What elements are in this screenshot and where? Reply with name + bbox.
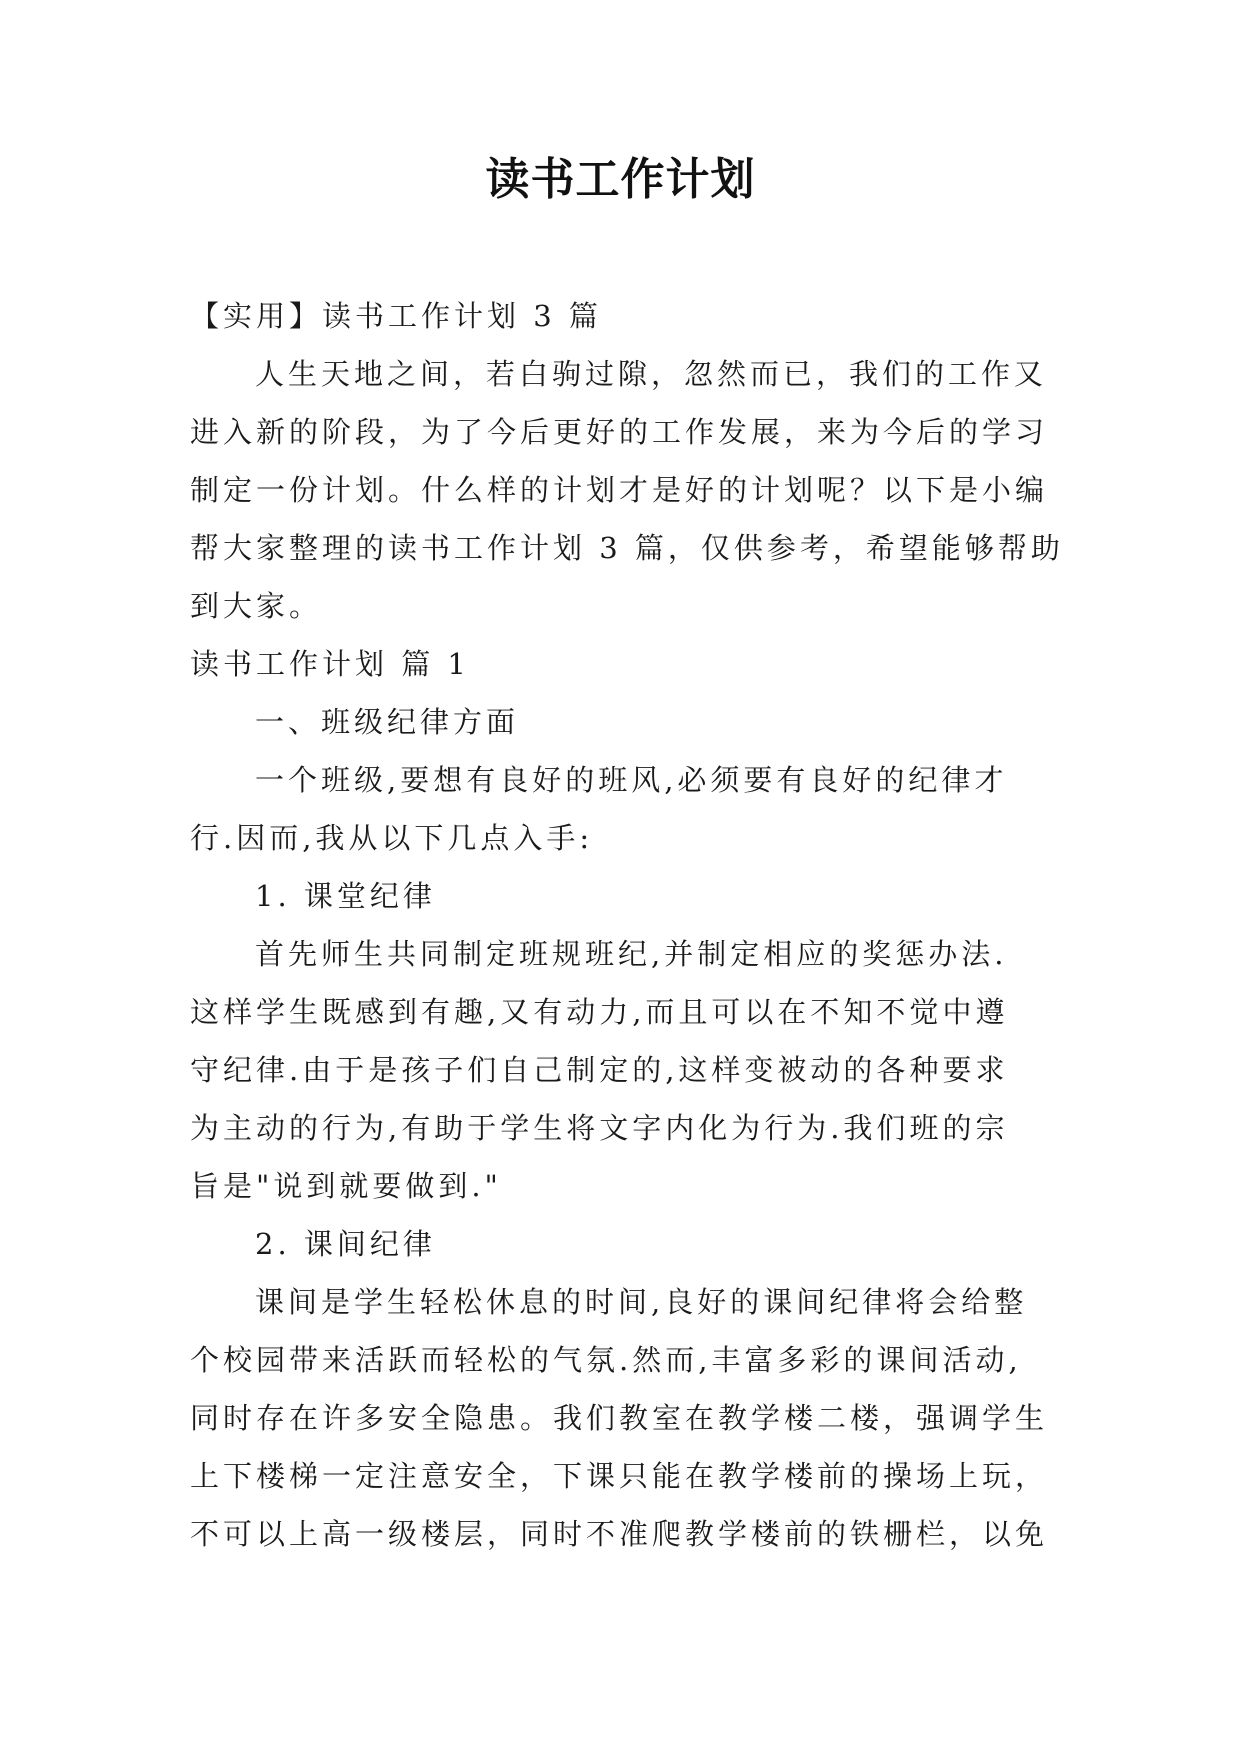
item-heading: 1. 课堂纪律	[255, 879, 436, 913]
body-line: 人生天地之间，若白驹过隙，忽然而已，我们的工作又	[255, 357, 1048, 391]
body-line: 不可以上高一级楼层，同时不准爬教学楼前的铁栅栏，以免	[190, 1517, 1049, 1551]
body-line: 首先师生共同制定班规班纪,并制定相应的奖惩办法.	[255, 937, 1008, 971]
body-line: 一个班级,要想有良好的班风,必须要有良好的纪律才	[255, 763, 1008, 797]
document-body	[190, 287, 1064, 1563]
subsection-heading: 一、班级纪律方面	[255, 705, 520, 739]
body-line: 【实用】读书工作计划 3 篇	[190, 299, 602, 333]
body-line: 帮大家整理的读书工作计划 3 篇，仅供参考，希望能够帮助	[190, 531, 1064, 565]
document-title: 读书工作计划	[485, 154, 756, 205]
body-line: 这样学生既感到有趣,又有动力,而且可以在不知不觉中遵	[190, 995, 1009, 1029]
body-line: 同时存在许多安全隐患。我们教室在教学楼二楼，强调学生	[190, 1401, 1049, 1435]
body-line: 进入新的阶段，为了今后更好的工作发展，来为今后的学习	[190, 415, 1049, 449]
body-line: 上下楼梯一定注意安全，下课只能在教学楼前的操场上玩，	[190, 1459, 1049, 1493]
body-line: 为主动的行为,有助于学生将文字内化为行为.我们班的宗	[190, 1111, 1009, 1145]
item-heading: 2. 课间纪律	[255, 1227, 436, 1261]
section-heading: 读书工作计划 篇 1	[190, 647, 470, 681]
body-line: 旨是"说到就要做到."	[190, 1169, 502, 1203]
body-line: 行.因而,我从以下几点入手:	[190, 821, 594, 855]
body-line: 制定一份计划。什么样的计划才是好的计划呢？以下是小编	[190, 473, 1049, 507]
body-line: 守纪律.由于是孩子们自己制定的,这样变被动的各种要求	[190, 1053, 1009, 1087]
body-line: 个校园带来活跃而轻松的气氛.然而,丰富多彩的课间活动,	[190, 1343, 1022, 1377]
body-line: 到大家。	[190, 589, 323, 623]
body-line: 课间是学生轻松休息的时间,良好的课间纪律将会给整	[255, 1285, 1028, 1319]
